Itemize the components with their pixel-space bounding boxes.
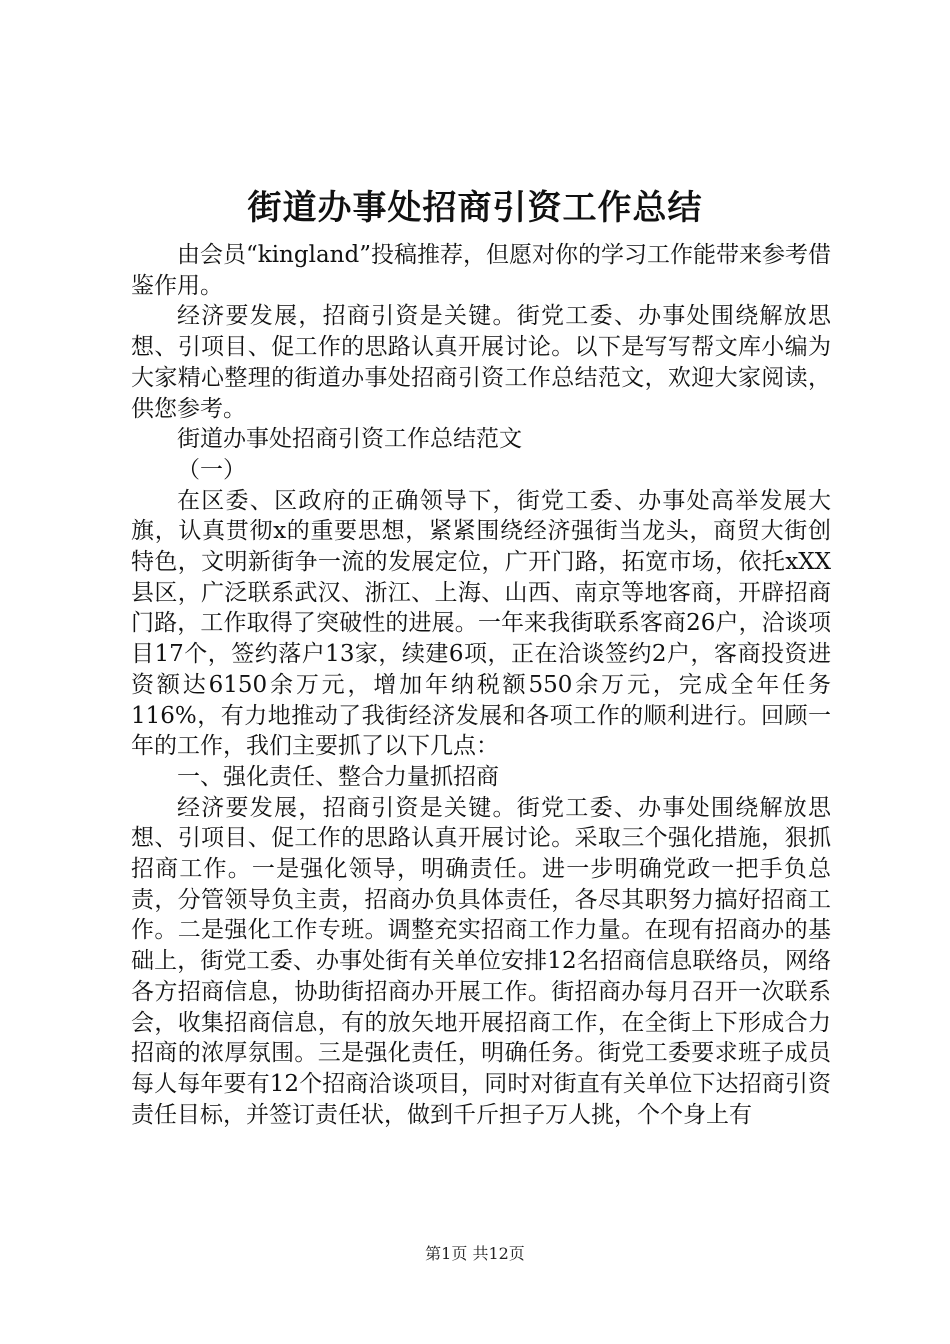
section-heading: 街道办事处招商引资工作总结范文 xyxy=(177,426,522,453)
paragraph-achievements: 在区委、区政府的正确领导下，街党工委、办事处高举发展大旗，认真贯彻x的重要思想，紧紧围绕经济强街当龙头，商贸大街创特色，文明新街争一流的发展定位，广开门路，拓宽市场，依托xXX县区，广泛联系武汉、浙江、上海、山西、南京等地客商，开辟招商门路，工作取得了突破性的进展。一年来我街联系客商26户，洽谈项目17个，签约落户13家，续建6项，正在洽谈签约2户，客商投资进资额达6150余万元，增加年纳税额550余万元，完成全年任务116%，有力地推动了我街经济发展和各项工作的顺利进行。回顾一年的工作，我们主要抓了以下几点： xyxy=(131,487,831,760)
paragraph-intro: 由会员“kingland”投稿推荐，但愿对你的学习工作能带来参考借鉴作用。 xyxy=(131,242,831,299)
document-title: 街道办事处招商引资工作总结 xyxy=(247,188,703,228)
paragraph-point-1: 经济要发展，招商引资是关键。街党工委、办事处围绕解放思想、引项目、促工作的思路认真开展讨论。采取三个强化措施，狠抓招商工作。一是强化领导，明确责任。进一步明确党政一把手负总责，分管领导负主责，招商办负具体责任，各尽其职努力搞好招商工作。二是强化工作专班。调整充实招商工作力量。在现有招商办的基础上，街党工委、办事处街有关单位安排12名招商信息联络员，网络各方招商信息，协助街招商办开展工作。街招商办每月召开一次联系会，收集招商信息，有的放矢地开展招商工作，在全街上下形成合力招商的浓厚氛围。三是强化责任，明确任务。街党工委要求班子成员每人每年要有12个招商洽谈项目，同时对街直有关单位下达招商引资责任目标，并签订责任状，做到千斤担子万人挑，个个身上有 xyxy=(131,794,831,1128)
paragraph-overview: 经济要发展，招商引资是关键。街党工委、办事处围绕解放思想、引项目、促工作的思路认真开展讨论。以下是写写帮文库小编为大家精心整理的街道办事处招商引资工作总结范文，欢迎大家阅读，供您参考。 xyxy=(131,303,831,422)
subsection-number: （一） xyxy=(177,456,246,483)
page-footer: 第1页 共12页 xyxy=(425,1244,525,1263)
document-body xyxy=(131,240,831,1130)
point-heading-1: 一、强化责任、整合力量抓招商 xyxy=(177,763,499,790)
